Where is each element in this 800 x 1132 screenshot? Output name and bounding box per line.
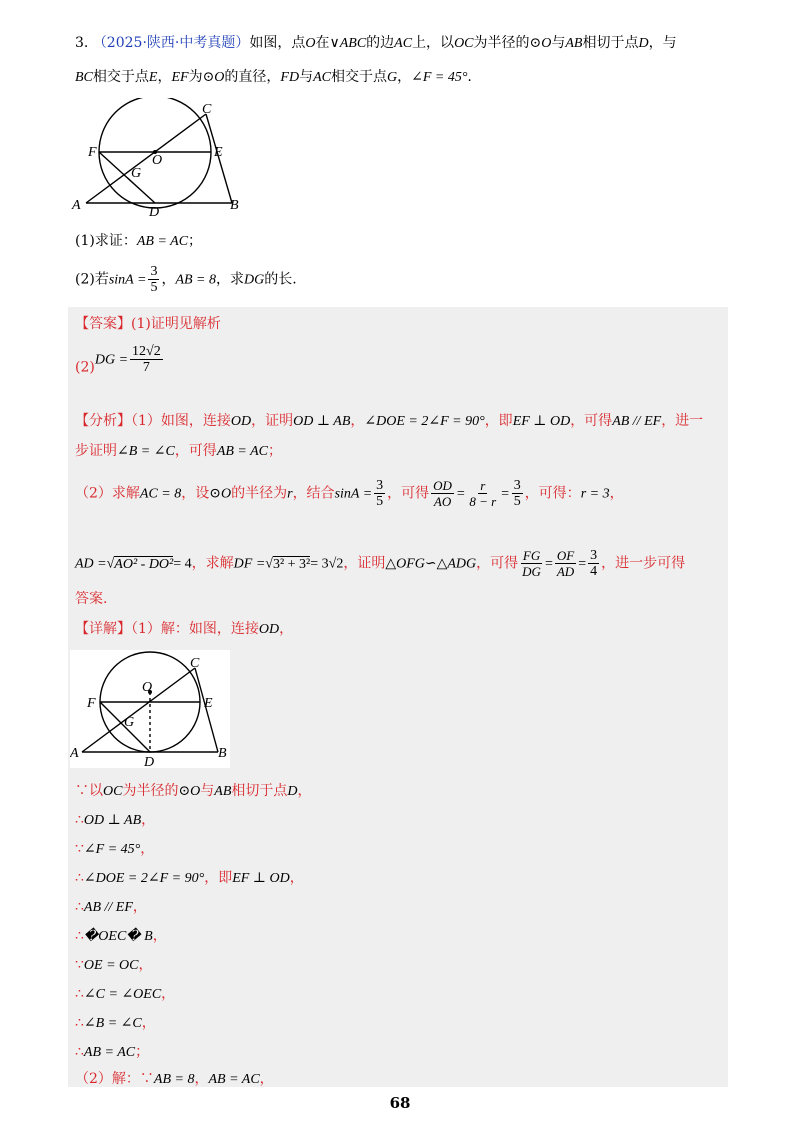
text: ，证明 — [343, 555, 386, 572]
math: AB = AC — [83, 1045, 136, 1060]
math: ∠B = ∠C — [83, 1016, 142, 1031]
text: （2）求解 — [75, 485, 140, 502]
fraction — [374, 478, 385, 509]
math: sinA = — [108, 272, 147, 288]
detail-step-2 — [75, 809, 155, 832]
text: ， — [297, 783, 312, 799]
text: 相交于点 — [92, 69, 149, 85]
fraction — [520, 548, 543, 579]
problem-number: 3. — [75, 35, 89, 51]
math: OC — [103, 784, 123, 799]
answer-line-2 — [75, 344, 165, 379]
text: ， — [132, 899, 147, 915]
math: OD — [258, 622, 280, 637]
math: ∠DOE = 2∠F = 90° — [83, 871, 205, 886]
analysis-line-2 — [75, 440, 282, 463]
denominator: 5 — [513, 494, 521, 509]
math: ⊙O — [178, 784, 201, 799]
text: 上，以 — [412, 35, 455, 51]
therefore-symbol: ∴ — [75, 812, 84, 828]
text: ，结合 — [292, 485, 335, 502]
numerator: 3 — [150, 264, 158, 279]
denominator: AO — [433, 494, 452, 509]
detail-intro — [75, 618, 293, 641]
numerator: r — [480, 478, 486, 493]
math: G — [386, 70, 398, 85]
math: = 3√2 — [310, 556, 344, 572]
text: ， — [161, 271, 176, 288]
because-symbol: ∵ — [75, 841, 84, 857]
text: ，可得 — [174, 443, 217, 459]
math: E — [148, 70, 158, 85]
text: ，求解 — [191, 555, 234, 572]
text: 与 — [200, 783, 215, 799]
math: OC — [454, 36, 474, 51]
numerator: 3 — [513, 478, 521, 493]
fraction — [512, 478, 523, 509]
math: EF ⊥ OD — [512, 414, 571, 429]
text: (2) — [75, 359, 95, 376]
text: ，即 — [484, 413, 513, 429]
text: ， — [259, 1071, 274, 1087]
text: ， — [152, 928, 167, 944]
answer-tag: 【答案】 — [75, 316, 131, 332]
fraction — [130, 344, 163, 375]
math: ∠DOE = 2∠F = 90° — [364, 414, 485, 429]
denominator: AD — [556, 564, 575, 579]
label-e: E — [214, 145, 223, 160]
text: ，可得 — [570, 413, 613, 429]
detail-step-4 — [75, 867, 304, 890]
math: OD ⊥ AB — [293, 414, 351, 429]
math: AB — [214, 784, 232, 799]
math: = 4 — [173, 556, 192, 572]
text: (1)求证： — [75, 233, 137, 249]
detail-step-7 — [75, 954, 152, 977]
math: sinA = — [334, 486, 373, 502]
fraction — [431, 478, 454, 509]
numerator: OF — [556, 548, 575, 563]
math: ∠B = ∠C — [117, 444, 175, 459]
text: ， — [141, 812, 156, 828]
sqrt-sign: √ — [265, 556, 273, 572]
text: ， — [161, 986, 176, 1002]
math: D — [638, 36, 649, 51]
label-d: D — [144, 755, 155, 768]
math: AC = 8 — [139, 486, 182, 502]
analysis-line-4: AD =√AO² - DO²= 4，求解DF =√3² + 3²= 3√2，证明△OFG∽△ADG，可得 $\frac{FG}{DG}$ = $\frac{OF}{AD}$ = $\frac{3}{4}$ ，进一步可得 — [75, 548, 686, 579]
text: 的边 — [366, 35, 395, 51]
text: ，设 — [181, 485, 210, 502]
text: 为半径的 — [473, 35, 530, 51]
text: ， — [157, 69, 172, 85]
detail-step-3 — [75, 838, 154, 861]
because-symbol: ∵ — [139, 1071, 154, 1087]
numerator: OD — [433, 478, 452, 493]
text: 为 — [188, 69, 203, 85]
text: ； — [135, 1044, 150, 1060]
math: = — [455, 486, 466, 502]
math: ⊙O — [202, 70, 225, 85]
detail-step-1 — [75, 780, 312, 803]
label-d: D — [149, 205, 160, 220]
text: ， — [350, 413, 365, 429]
denominator: DG — [522, 564, 541, 579]
detail-step-6 — [75, 925, 167, 948]
text: ，可得 — [476, 555, 519, 572]
fraction — [555, 548, 576, 579]
math: BC — [75, 70, 93, 85]
math: ∨ABC — [329, 36, 367, 51]
therefore-symbol: ∴ — [75, 1015, 84, 1031]
label-g: G — [131, 166, 142, 181]
text: 的长. — [264, 271, 297, 288]
math: △OFG∽△ADG — [385, 556, 477, 572]
text: 如图，点 — [249, 35, 306, 51]
denominator: 5 — [150, 280, 158, 295]
text: (2)若 — [75, 271, 109, 288]
analysis-line-3 — [75, 478, 624, 509]
math: DG — [244, 272, 265, 288]
math: OE = OC — [83, 958, 139, 973]
fraction — [588, 548, 599, 579]
detail-step-9 — [75, 1012, 156, 1035]
because-symbol: ∵ — [75, 957, 84, 973]
label-a: A — [70, 746, 79, 761]
math: AB // EF — [83, 900, 133, 915]
detail-step-10 — [75, 1041, 149, 1064]
math: D — [287, 784, 298, 799]
math: AC — [394, 36, 413, 51]
math: AO² - DO² — [114, 556, 174, 572]
math: DG = — [94, 352, 129, 368]
text: 步证明 — [75, 443, 117, 459]
answer-part-1: (1)证明见解析 — [131, 316, 221, 332]
label-c: C — [190, 656, 200, 671]
label-e: E — [204, 696, 213, 711]
label-a: A — [72, 198, 81, 213]
text: 相交于点 — [330, 69, 387, 85]
label-g: G — [124, 715, 135, 730]
problem-line-1 — [75, 32, 677, 55]
text: 的半径为 — [231, 485, 288, 502]
math: AB — [565, 36, 583, 51]
math: OD ⊥ AB — [83, 813, 142, 828]
question-2 — [75, 264, 297, 295]
text: 在 — [315, 35, 330, 51]
answer-line-1 — [75, 313, 221, 335]
label-o: O — [152, 153, 163, 168]
text: ，可得 — [387, 485, 430, 502]
text: （1）解：如图，连接 — [131, 621, 259, 637]
math: ⊙O — [209, 486, 232, 502]
label-b: B — [218, 746, 227, 761]
text: （1）如图，连接 — [131, 413, 231, 429]
problem-line-2 — [75, 66, 472, 89]
text: 的直径， — [224, 69, 281, 85]
text: ， — [289, 870, 304, 886]
numerator: 3 — [590, 548, 598, 563]
geometry-figure-2 — [70, 650, 230, 768]
math: r = 3 — [580, 486, 610, 502]
math: 3² + 3² — [272, 556, 311, 572]
denominator: 7 — [142, 360, 150, 375]
fraction — [148, 264, 159, 295]
geometry-figure-1 — [70, 98, 260, 220]
math: �OEC� B — [83, 929, 153, 944]
text: ， — [194, 1071, 209, 1087]
therefore-symbol: ∴ — [75, 928, 84, 944]
sqrt-sign: √ — [106, 556, 115, 572]
detail-step-5 — [75, 896, 147, 919]
detail-step-8 — [75, 983, 175, 1006]
math: = — [500, 486, 510, 502]
analysis-tag: 【分析】 — [75, 413, 131, 429]
text: ， — [140, 841, 155, 857]
therefore-symbol: ∴ — [75, 1044, 84, 1060]
text: ，求 — [216, 271, 244, 288]
math: ∠F = 45° — [83, 842, 141, 857]
therefore-symbol: ∴ — [75, 899, 84, 915]
denominator: 8 − r — [469, 494, 497, 509]
math: AB = AC — [136, 234, 189, 249]
therefore-symbol: ∴ — [75, 986, 84, 1002]
text: 以 — [89, 783, 103, 799]
text: ， — [279, 621, 294, 637]
denominator: 4 — [590, 564, 598, 579]
math: OD — [230, 414, 252, 429]
numerator: FG — [522, 548, 541, 563]
analysis-line-5: 答案. — [75, 591, 108, 607]
text: 相切于点 — [582, 35, 639, 51]
analysis-line-1 — [75, 410, 703, 433]
math: DF = — [233, 556, 266, 572]
because-symbol: ∵ — [75, 783, 89, 799]
denominator: 5 — [376, 494, 384, 509]
math: AB = 8 — [175, 272, 216, 288]
label-c: C — [202, 102, 212, 117]
detail-part-2 — [75, 1068, 274, 1091]
text: ，进一 — [661, 413, 704, 429]
detail-tag: 【详解】 — [75, 621, 131, 637]
text: ，可得： — [524, 485, 581, 502]
page-number: 68 — [389, 1094, 411, 1112]
text: ，与 — [648, 35, 677, 51]
numerator: 3 — [376, 478, 384, 493]
math: EF — [171, 70, 189, 85]
text: ， — [609, 485, 624, 502]
math: AB = 8 — [153, 1072, 195, 1087]
label-b: B — [230, 198, 239, 213]
text: . — [467, 69, 472, 85]
text: （2）解： — [75, 1071, 140, 1087]
math: r — [287, 486, 293, 502]
label-f: F — [88, 145, 97, 160]
therefore-symbol: ∴ — [75, 870, 84, 886]
label-o: O — [142, 680, 153, 695]
text: 与 — [299, 69, 314, 85]
text: 相切于点 — [231, 783, 288, 799]
text: ，进一步可得 — [601, 555, 686, 572]
text: ； — [268, 443, 282, 459]
math: AD = — [75, 556, 107, 572]
math: O — [305, 36, 316, 51]
label-f: F — [87, 696, 96, 711]
text: 为半径的 — [122, 783, 179, 799]
math: AB = AC — [208, 1072, 260, 1087]
question-1 — [75, 230, 202, 253]
text: ， — [141, 1015, 156, 1031]
numerator: 12√2 — [132, 344, 161, 359]
text: ； — [188, 233, 203, 249]
math: ∠C = ∠OEC — [83, 987, 162, 1002]
fraction — [467, 478, 498, 509]
problem-source: （2025·陕西·中考真题） — [92, 35, 250, 51]
text: ， — [397, 69, 412, 85]
math: FD — [280, 70, 300, 85]
math: ∠F = 45° — [411, 70, 468, 85]
text: ，证明 — [251, 413, 294, 429]
math: EF ⊥ OD — [232, 871, 290, 886]
math: AB = AC — [216, 444, 268, 459]
text: 与 — [551, 35, 566, 51]
text: ，即 — [204, 870, 233, 886]
text: ， — [138, 957, 153, 973]
math: ⊙O — [529, 36, 552, 51]
math: AC — [313, 70, 331, 85]
segment-fd — [99, 152, 155, 203]
math: AB // EF — [612, 414, 662, 429]
